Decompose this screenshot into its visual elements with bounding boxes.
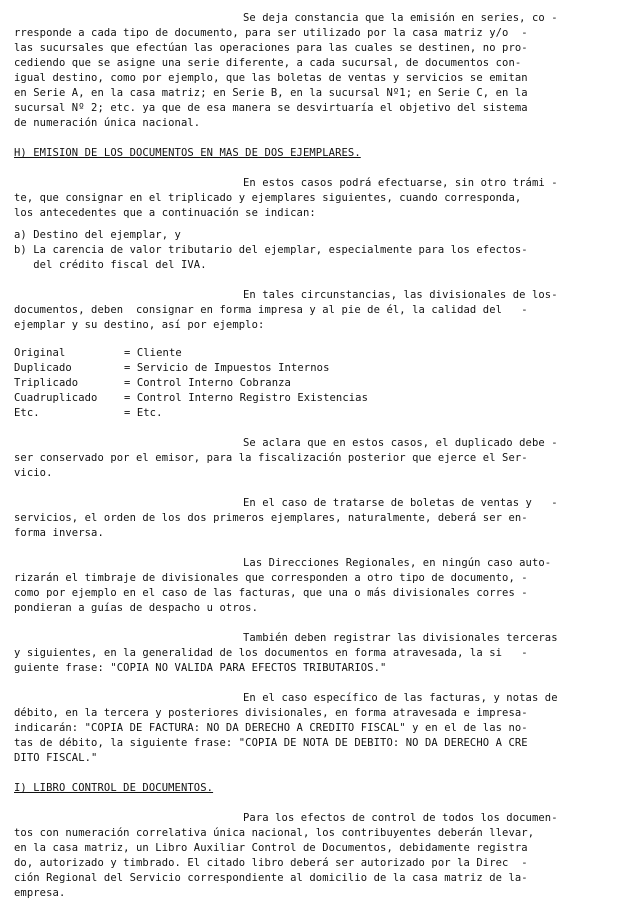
copy-destination: = Servicio de Impuestos Internos xyxy=(124,362,330,374)
list-item: b) La carencia de valor tributario del ejemplar, especialmente para los efectos- xyxy=(14,244,528,256)
text-line: Para los efectos de control de todos los documen- xyxy=(243,812,558,824)
text-line: las sucursales que efectúan las operaciones para las cuales se destinen, no pro- xyxy=(14,42,528,54)
text-line: En tales circunstancias, las divisionales de los- xyxy=(243,289,558,301)
text-line: pondieran a guías de despacho u otros. xyxy=(14,602,259,614)
text-line: vicio. xyxy=(14,467,53,479)
text-line: Se deja constancia que la emisión en series, co - xyxy=(243,12,558,24)
text-line: ejemplar y su destino, así por ejemplo: xyxy=(14,319,265,331)
copy-label: Triplicado xyxy=(14,377,79,389)
text-line: En el caso de tratarse de boletas de ventas y - xyxy=(243,497,558,509)
copy-destination: = Control Interno Cobranza xyxy=(124,377,291,389)
text-line: como por ejemplo en el caso de las facturas, que una o más divisionales corres - xyxy=(14,587,528,599)
text-line: DITO FISCAL." xyxy=(14,752,98,764)
text-line: También deben registrar las divisionales terceras xyxy=(243,632,558,644)
copy-label: Duplicado xyxy=(14,362,72,374)
text-line: débito, en la tercera y posteriores divisionales, en forma atravesada e impresa- xyxy=(14,707,528,719)
text-line: y siguientes, en la generalidad de los documentos en forma atravesada, la si - xyxy=(14,647,528,659)
text-line: cediendo que se asigne una serie diferente, a cada sucursal, de documentos con- xyxy=(14,57,522,69)
text-line: empresa. xyxy=(14,887,66,899)
text-line: te, que consignar en el triplicado y ejemplares siguientes, cuando corresponda, xyxy=(14,192,522,204)
text-line: Se aclara que en estos casos, el duplicado debe - xyxy=(243,437,558,449)
text-line: los antecedentes que a continuación se indican: xyxy=(14,207,316,219)
copy-destination: = Cliente xyxy=(124,347,182,359)
text-line: sucursal Nº 2; etc. ya que de esa manera se desvirtuaría el objetivo del sistema xyxy=(14,102,528,114)
text-line: forma inversa. xyxy=(14,527,104,539)
text-line: igual destino, como por ejemplo, que las boletas de ventas y servicios se emitan xyxy=(14,72,528,84)
copy-label: Original xyxy=(14,347,66,359)
text-line: guiente frase: "COPIA NO VALIDA PARA EFECTOS TRIBUTARIOS." xyxy=(14,662,387,674)
text-line: Las Direcciones Regionales, en ningún caso auto- xyxy=(243,557,552,569)
section-heading-h: H) EMISION DE LOS DOCUMENTOS EN MAS DE DOS EJEMPLARES. xyxy=(14,147,361,159)
text-line: documentos, deben consignar en forma impresa y al pie de él, la calidad del - xyxy=(14,304,528,316)
text-line: en Serie A, en la casa matriz; en Serie B, en la sucursal Nº1; en Serie C, en la xyxy=(14,87,528,99)
text-line: En el caso específico de las facturas, y notas de xyxy=(243,692,558,704)
text-line: indicarán: "COPIA DE FACTURA: NO DA DERECHO A CREDITO FISCAL" y en el de las no- xyxy=(14,722,528,734)
copy-destination: = Etc. xyxy=(124,407,163,419)
text-line: do, autorizado y timbrado. El citado libro deberá ser autorizado por la Direc - xyxy=(14,857,528,869)
copy-label: Etc. xyxy=(14,407,40,419)
section-heading-i: I) LIBRO CONTROL DE DOCUMENTOS. xyxy=(14,782,214,794)
copy-label: Cuadruplicado xyxy=(14,392,98,404)
text-line: de numeración única nacional. xyxy=(14,117,201,129)
text-line: rresponde a cada tipo de documento, para ser utilizado por la casa matriz y/o - xyxy=(14,27,528,39)
text-line: tas de débito, la siguiente frase: "COPIA DE NOTA DE DEBITO: NO DA DERECHO A CRE xyxy=(14,737,528,749)
list-item: a) Destino del ejemplar, y xyxy=(14,229,181,241)
text-line: servicios, el orden de los dos primeros ejemplares, naturalmente, deberá ser en- xyxy=(14,512,528,524)
text-line: En estos casos podrá efectuarse, sin otro trámi - xyxy=(243,177,558,189)
text-line: ser conservado por el emisor, para la fiscalización posterior que ejerce el Ser- xyxy=(14,452,528,464)
text-line: rizarán el timbraje de divisionales que corresponden a otro tipo de documento, - xyxy=(14,572,528,584)
text-line: ción Regional del Servicio correspondiente al domicilio de la casa matriz de la- xyxy=(14,872,528,884)
list-item: del crédito fiscal del IVA. xyxy=(14,259,207,271)
text-line: en la casa matriz, un Libro Auxiliar Control de Documentos, debidamente registra xyxy=(14,842,528,854)
copy-destination: = Control Interno Registro Existencias xyxy=(124,392,369,404)
text-line: tos con numeración correlativa única nacional, los contribuyentes deberán llevar, xyxy=(14,827,535,839)
